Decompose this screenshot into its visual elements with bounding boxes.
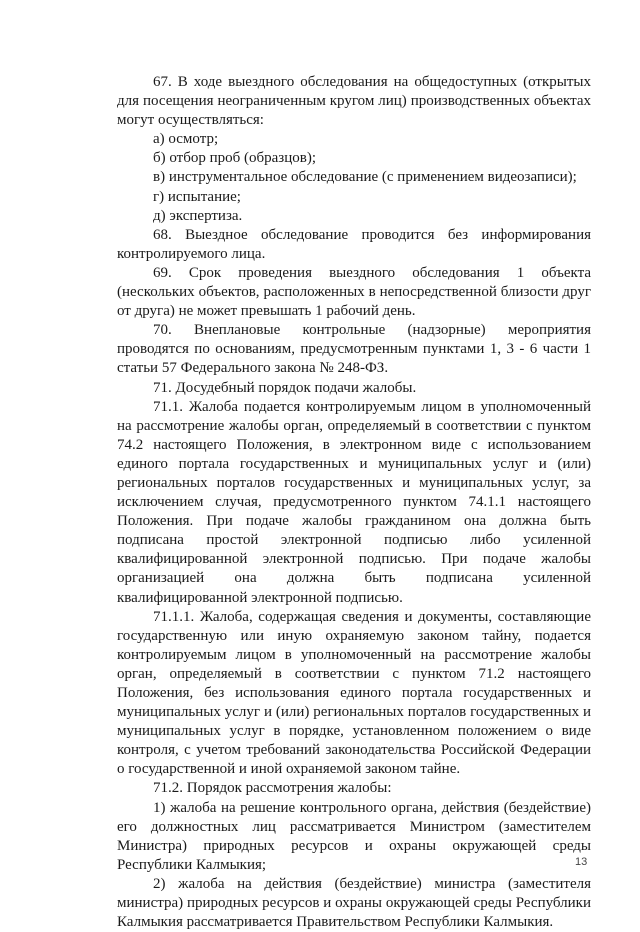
paragraph-71-1-1: 71.1.1. Жалоба, содержащая сведения и документы, составляющие государственную или иную охраняемую законом тайну, подается контролируемым лицом в уполномоченный на рассмотрение жалобы орган, определяемый в соответствии с пунктом 71.2 настоящего Положения, без использования единого портала государственных и муниципальных услуг и (или) региональных порталов государственных и муниципальных услуг в порядке, установленном положением о виде контроля, с учетом требований законодательства Российской Федерации о государственной и иной охраняемой законом тайне. bbox=[117, 608, 591, 778]
list-item-b: б) отбор проб (образцов); bbox=[153, 150, 317, 167]
page-number: 13 bbox=[575, 856, 588, 868]
document-body bbox=[117, 73, 591, 932]
paragraph-68: 68. Выездное обследование проводится без информирования контролируемого лица. bbox=[117, 226, 591, 262]
list-item-g: г) испытание; bbox=[153, 188, 241, 205]
list-item-a: а) осмотр; bbox=[153, 131, 219, 148]
paragraph-67: 67. В ходе выездного обследования на общедоступных (открытых для посещения неограниченным кругом лиц) производственных объектах могут осуществляться: bbox=[117, 74, 591, 129]
paragraph-69: 69. Срок проведения выездного обследования 1 объекта (нескольких объектов, расположенных в непосредственной близости друг от друга) не может превышать 1 рабочий день. bbox=[117, 264, 591, 320]
paragraph-71-1: 71.1. Жалоба подается контролируемым лицом в уполномоченный на рассмотрение жалобы орган, определяемый в соответствии с пунктом 74.2 настоящего Положения, в электронном виде с использованием единого портала государственных и муниципальных услуг и (или) региональных порталов государственных и муниципальных услуг, за исключением случая, предусмотренного пунктом 74.1.1 настоящего Положения. При подаче жалобы гражданином она должна быть подписана простой электронной подписью либо усиленной квалифицированной электронной подписью. При подаче жалобы организацией она должна быть подписана усиленной квалифицированной электронной подписью. bbox=[117, 398, 591, 606]
list-item-d: д) экспертиза. bbox=[153, 207, 243, 224]
paragraph-71-2-item-2: 2) жалоба на действия (бездействие) министра (заместителя министра) природных ресурсов и охраны окружающей среды Республики Калмыкия рассматривается Правительством Республики Калмыкия. bbox=[117, 875, 591, 931]
paragraph-71-2-item-1: 1) жалоба на решение контрольного органа, действия (бездействие) его должностных лиц рассматривается Министром (заместителем Министра) природных ресурсов и охраны окружающей среды Республики Калмыкия; bbox=[117, 799, 591, 873]
paragraph-70: 70. Внеплановые контрольные (надзорные) мероприятия проводятся по основаниям, предусмотренным пунктами 1, 3 - 6 части 1 статьи 57 Федерального закона № 248-ФЗ. bbox=[117, 322, 591, 377]
paragraph-71: 71. Досудебный порядок подачи жалобы. bbox=[153, 379, 417, 396]
list-item-v: в) инструментальное обследование (с применением видеозаписи); bbox=[153, 169, 577, 186]
paragraph-71-2: 71.2. Порядок рассмотрения жалобы: bbox=[153, 780, 392, 797]
